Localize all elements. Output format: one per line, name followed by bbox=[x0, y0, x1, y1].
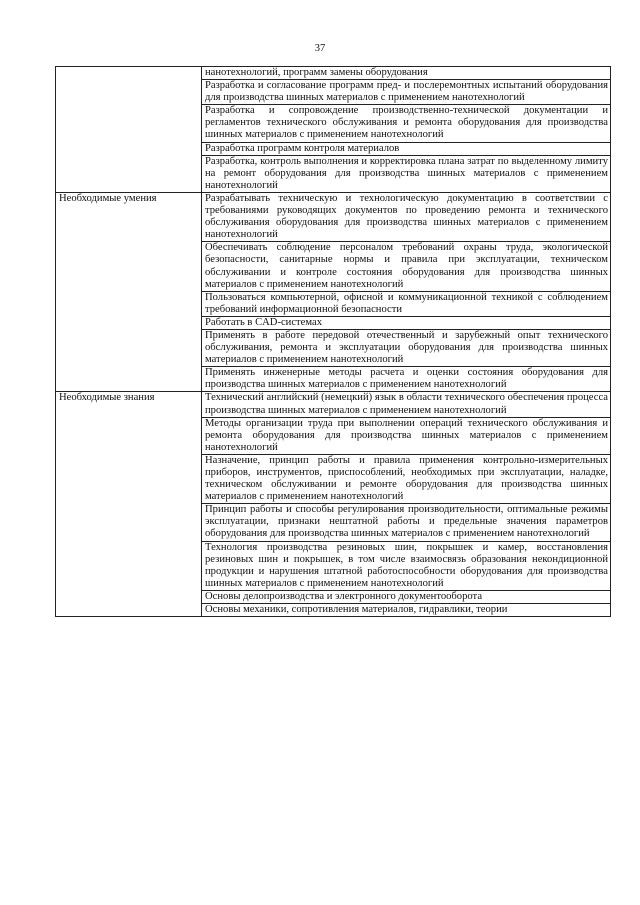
table-cell bbox=[202, 67, 611, 80]
table-cell bbox=[202, 155, 611, 192]
table-cell bbox=[202, 80, 611, 105]
cell-text: Назначение, принцип работы и правила применения контрольно-измерительных приборов, инструментов, приспособлений, необходимых при эксплуатации, наладке, техническом обслуживании и ремонте оборудования для производства шинных материалов с применением нанотехнологий bbox=[205, 454, 608, 503]
row-label-cell bbox=[56, 192, 202, 392]
table-cell bbox=[202, 105, 611, 142]
table-cell bbox=[202, 329, 611, 366]
cell-text: Разрабатывать техническую и технологическую документацию в соответствии с требованиями руководящих документов по проведению ремонта и технического обслуживания оборудования для производства шинных материалов с применением нанотехнологий bbox=[205, 192, 608, 241]
table-cell bbox=[202, 417, 611, 454]
table-cell bbox=[202, 316, 611, 329]
cell-text: Применять в работе передовой отечественный и зарубежный опыт технического обслуживания, ремонта и эксплуатации оборудования для производства шинных материалов с применением нанотехнологий bbox=[205, 329, 608, 366]
table-cell bbox=[202, 541, 611, 590]
table-cell bbox=[202, 504, 611, 541]
row-label-cell bbox=[56, 392, 202, 617]
cell-text: Основы механики, сопротивления материалов, гидравлики, теории bbox=[205, 604, 508, 616]
table-cell bbox=[202, 142, 611, 155]
cell-text: Применять инженерные методы расчета и оценки состояния оборудования для производства шинных материалов с применением нанотехнологий bbox=[205, 367, 608, 391]
cell-text: Принцип работы и способы регулирования производительности, оптимальные режимы эксплуатации, признаки нештатной работы и предельные значения параметров оборудования для производства шинных материалов с применением нанотехнологий bbox=[205, 504, 608, 540]
cell-text: Разработка и согласование программ пред- и послеремонтных испытаний оборудования для производства шинных материалов с применением нанотехнологий bbox=[205, 80, 608, 104]
cell-text: нанотехнологий, программ замены оборудования bbox=[205, 67, 428, 78]
cell-text: Разработка и сопровождение производственно-технической документации и регламентов технического обслуживания и ремонта оборудования для производства шинных материалов с применением нанотехнологий bbox=[205, 105, 608, 141]
cell-text: Разработка, контроль выполнения и корректировка плана затрат по выделенному лимиту на ремонт оборудования для производства шинных материалов с применением нанотехнологий bbox=[205, 155, 608, 191]
cell-text: Обеспечивать соблюдение персоналом требований охраны труда, экологической безопасности, санитарные нормы и правила при эксплуатации, техническом обслуживании и контроле состояния оборудования для производства шинных материалов с применением нанотехнологий bbox=[205, 242, 608, 290]
row-label-cell bbox=[56, 67, 202, 193]
table-cell bbox=[202, 454, 611, 503]
page-number: 37 bbox=[314, 43, 326, 54]
cell-text: Разработка программ контроля материалов bbox=[205, 142, 400, 154]
table-cell bbox=[202, 604, 611, 617]
table-row bbox=[56, 67, 611, 80]
table-row bbox=[56, 392, 611, 417]
cell-text: Технический английский (немецкий) язык в области технического обеспечения процесса производства шинных материалов с применением нанотехнологий bbox=[205, 392, 608, 416]
cell-text: Методы организации труда при выполнении операций технического обслуживания и ремонта оборудования для производства шинных материалов с применением нанотехнологий bbox=[205, 417, 608, 453]
cell-text: Основы делопроизводства и электронного документооборота bbox=[205, 590, 483, 602]
table-cell bbox=[202, 291, 611, 316]
table-cell bbox=[202, 367, 611, 392]
row-label-knowledge: Необходимые знания bbox=[59, 392, 155, 404]
table-cell bbox=[202, 192, 611, 241]
cell-text: Технология производства резиновых шин, покрышек и камер, восстановления резиновых шин и покрышек, в том числе взаимосвязь образования некондиционной продукции и нарушения штатной работоспособности оборудования для производства шинных материалов с применением нанотехнологий bbox=[205, 541, 608, 589]
competency-table bbox=[55, 66, 611, 617]
table-cell bbox=[202, 242, 611, 291]
table-cell bbox=[202, 392, 611, 417]
cell-text: Пользоваться компьютерной, офисной и коммуникационной техникой с соблюдением требований информационной безопасности bbox=[205, 291, 608, 315]
row-label-skills: Необходимые умения bbox=[59, 192, 157, 204]
table-cell bbox=[202, 590, 611, 603]
cell-text: Работать в CAD-системах bbox=[205, 316, 323, 328]
table-row bbox=[56, 192, 611, 241]
